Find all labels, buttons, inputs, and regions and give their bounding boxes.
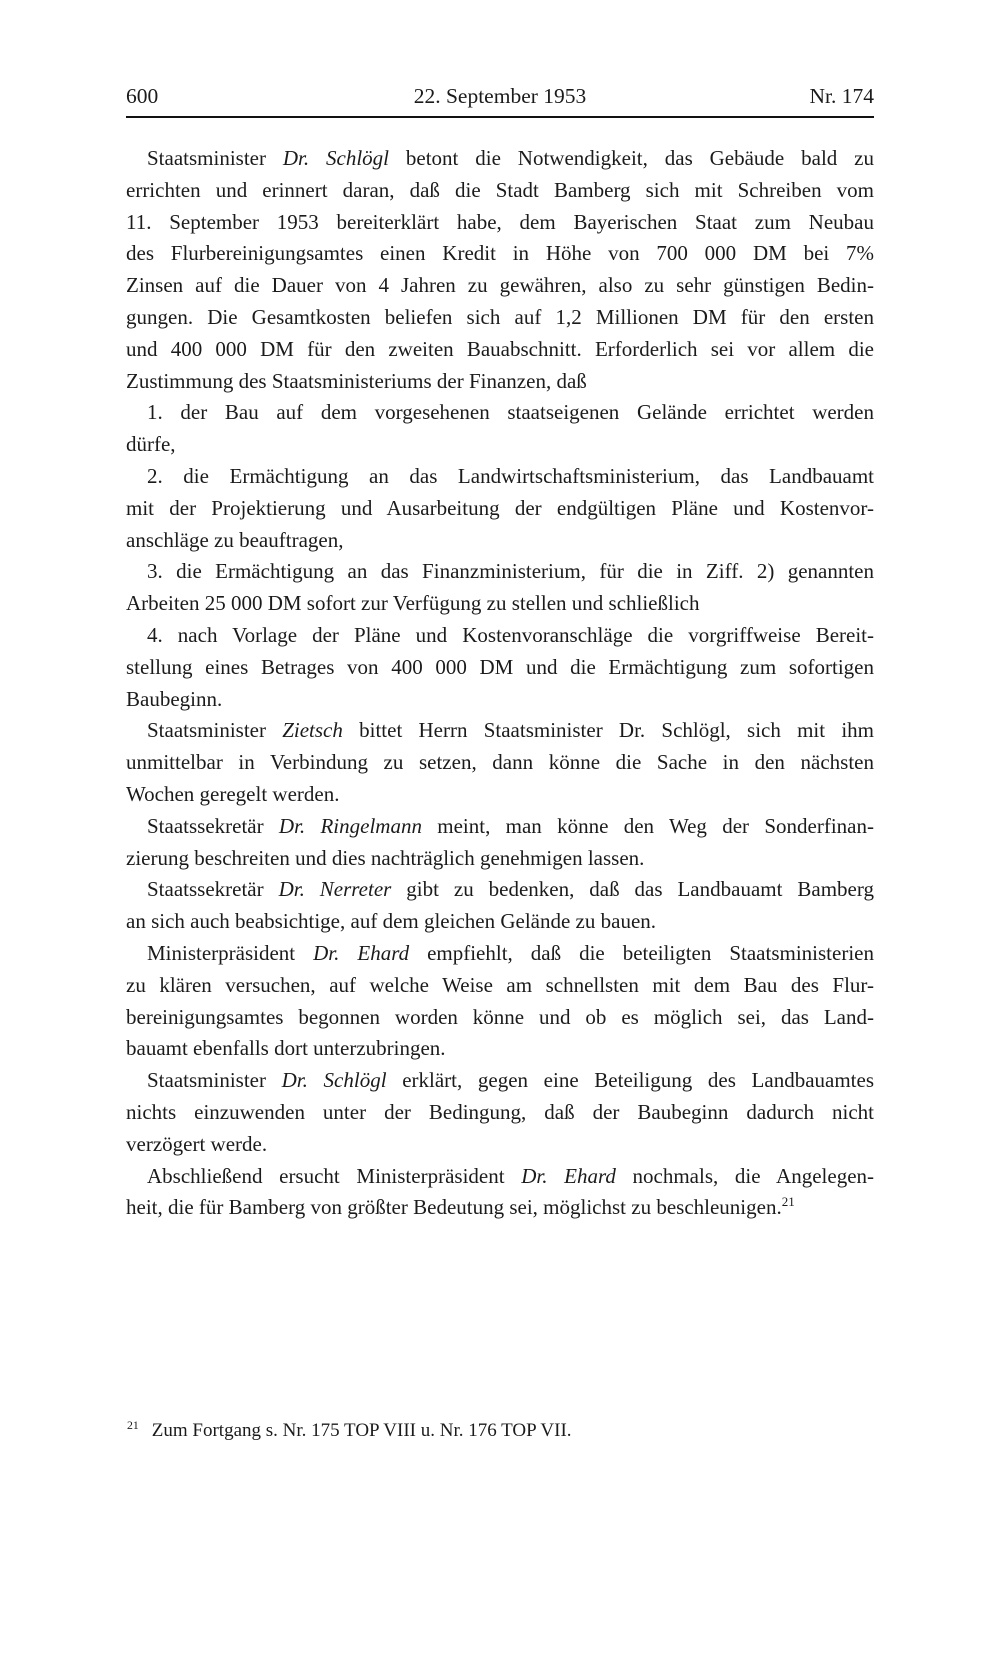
text-run: anschläge zu beauftragen, [126,527,344,552]
paragraph [126,556,874,620]
text-run: 11. September 1953 bereiterklärt habe, dem Bayerischen Staat zum Neubau [126,209,874,234]
paragraph [126,1065,874,1160]
text-run: errichten und erinnert daran, daß die Stadt Bamberg sich mit Schreiben vom [126,177,874,202]
paragraph [126,938,874,1065]
text-run: und 400 000 DM für den zweiten Bauabschnitt. Erforderlich sei vor allem die [126,336,874,361]
text-run: Staatsminister [147,1068,282,1093]
text-line [126,270,874,302]
text-line [126,620,874,652]
text-line [126,779,874,811]
body-text [126,143,874,1224]
text-run: Wochen geregelt werden. [126,781,340,806]
text-line [126,397,874,429]
text-run: gungen. Die Gesamtkosten beliefen sich auf 1,2 Millionen DM für den ersten [126,304,874,329]
text-run: des Flurbereinigungsamtes einen Kredit in Höhe von 700 000 DM bei 7% [126,241,874,266]
footnote-ref: 21 [781,1194,795,1210]
paragraph [126,397,874,461]
footnote-text: Zum Fortgang s. Nr. 175 TOP VIII u. Nr. 176 TOP VII. [151,1420,572,1441]
paragraph [126,143,874,397]
text-line [126,1161,874,1193]
text-run: betont die Notwendigkeit, das Gebäude bald zu [389,146,874,170]
text-line [126,652,874,684]
text-line [126,970,874,1002]
person-name: Dr. Ringelmann [278,813,422,838]
text-run: zu klären versuchen, auf welche Weise am schnellsten mit dem Bau des Flur- [126,972,874,997]
text-run: unmittelbar in Verbindung zu setzen, dann könne die Sache in den nächsten [126,750,874,775]
text-line [126,334,874,366]
text-run: Abschließend ersucht Ministerpräsident [147,1163,522,1188]
text-line [126,556,874,588]
text-run: Staatssekretär [147,813,279,838]
text-run: stellung eines Betrages von 400 000 DM und die Ermächtigung zum sofortigen [126,654,874,679]
person-name: Zietsch [282,718,343,743]
text-run: 4. nach Vorlage der Pläne und Kostenvoranschläge die vorgriffweise Bereit- [147,622,874,647]
text-line [126,175,874,207]
text-line [126,1065,874,1097]
text-line [126,238,874,270]
paragraph [126,461,874,556]
text-run: 3. die Ermächtigung an das Finanzministerium, für die in Ziff. 2) genannten [147,559,874,584]
text-line [126,493,874,525]
text-run: gibt zu bedenken, daß das Landbauamt Bamberg [391,877,874,902]
footnote [127,1418,875,1444]
text-line [126,843,874,875]
text-run: erklärt, gegen eine Beteiligung des Landbauamtes [386,1068,874,1093]
header-date: 22. September 1953 [413,84,587,108]
footnote-marker: 21 [127,1418,139,1432]
text-line [126,906,874,938]
paragraph [126,715,874,810]
text-run: Arbeiten 25 000 DM sofort zur Verfügung zu stellen und schließlich [126,591,700,616]
text-run: an sich auch beabsichtige, auf dem gleichen Gelände zu bauen. [126,909,657,934]
text-line [126,429,874,461]
paragraph [126,1161,874,1225]
paragraph [126,620,874,715]
text-line [126,1097,874,1129]
text-run: empfiehlt, daß die beteiligten Staatsministerien [409,940,874,965]
text-line [126,1033,874,1065]
text-run: Staatsminister [147,718,283,743]
text-run: bereinigungsamtes begonnen worden könne und ob es möglich sei, das Land- [126,1004,874,1029]
text-run: meint, man könne den Weg der Sonderfinan- [421,813,874,838]
text-line [126,1129,874,1161]
person-name: Dr. Schlögl [282,146,390,170]
person-name: Dr. Ehard [313,940,410,965]
text-line [126,207,874,239]
text-run: 1. der Bau auf dem vorgesehenen staatseigenen Gelände errichtet werden [147,400,874,425]
text-line [126,1192,874,1224]
text-run: Staatssekretär [147,877,279,902]
text-line [126,588,874,620]
text-run: nichts einzuwenden unter der Bedingung, daß der Baubeginn dadurch nicht [126,1099,874,1124]
paragraph [126,874,874,938]
text-run: bittet Herrn Staatsminister Dr. Schlögl, sich mit ihm [342,718,874,743]
text-run: verzögert werde. [126,1131,268,1156]
person-name: Dr. Nerreter [278,877,392,902]
header-doc-number: Nr. 174 [809,84,874,108]
text-line [126,302,874,334]
text-run: dürfe, [126,432,176,457]
page-header [126,82,874,110]
text-line [126,811,874,843]
text-line [126,143,874,175]
text-run: heit, die für Bamberg von größter Bedeutung sei, möglichst zu beschleunigen. [126,1195,782,1220]
text-run: Zustimmung des Staatsministeriums der Finanzen, daß [126,368,587,393]
page-number: 600 [126,84,159,108]
text-line [126,1002,874,1034]
text-run: nochmals, die Angelegen- [615,1163,875,1188]
text-run: 2. die Ermächtigung an das Landwirtschaftsministerium, das Landbauamt [147,463,874,488]
person-name: Dr. Ehard [521,1163,616,1188]
person-name: Dr. Schlögl [281,1068,387,1093]
paragraph [126,811,874,875]
text-run: Baubeginn. [126,686,223,711]
text-run: Staatsminister [147,146,283,170]
text-line [126,461,874,493]
text-line [126,747,874,779]
text-line [126,938,874,970]
text-run: mit der Projektierung und Ausarbeitung der endgültigen Pläne und Kostenvor- [126,495,874,520]
text-line [126,874,874,906]
text-run: bauamt ebenfalls dort unterzubringen. [126,1036,446,1061]
text-run: Zinsen auf die Dauer von 4 Jahren zu gewähren, also zu sehr günstigen Bedin- [126,273,874,298]
text-run: Ministerpräsident [147,940,314,965]
text-line [126,715,874,747]
text-line [126,684,874,716]
text-line [126,366,874,398]
text-run: zierung beschreiten und dies nachträglich genehmigen lassen. [126,845,645,870]
header-rule [126,116,874,118]
text-line [126,525,874,557]
